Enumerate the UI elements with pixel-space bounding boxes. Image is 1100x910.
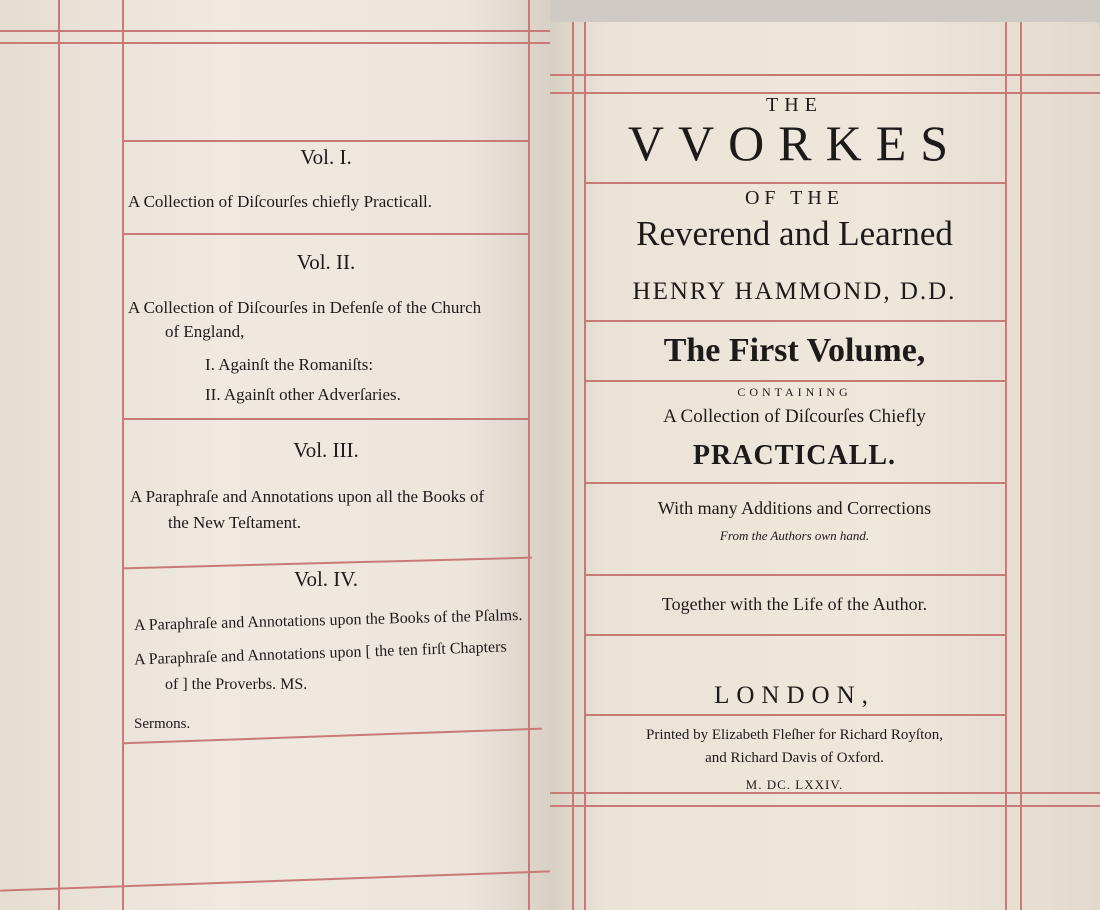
vol2-heading: Vol. II.	[296, 250, 356, 274]
rule	[584, 714, 1005, 716]
printer-line2: and Richard Davis of Oxford.	[705, 750, 884, 766]
vol3-heading: Vol. III.	[293, 438, 359, 462]
additions-line: With many Additions and Corrections	[657, 498, 932, 518]
rule	[550, 74, 1100, 76]
vol2-item2: II. Againſt other Adverſaries.	[205, 385, 401, 404]
author-name: HENRY HAMMOND, D.D.	[632, 278, 957, 305]
vol1-line: A Collection of Diſcourſes chiefly Practicall.	[128, 192, 433, 211]
the-heading: THE	[766, 94, 823, 116]
vol2-line2: of England,	[165, 322, 245, 341]
right-page	[550, 22, 1100, 910]
rule	[122, 418, 530, 420]
vol3-line2: the New Teſtament.	[168, 513, 302, 532]
rule	[0, 30, 550, 32]
rule	[584, 182, 1005, 184]
collection-line: A Collection of Diſcourſes Chiefly	[663, 406, 926, 427]
vol2-item1: I. Againſt the Romaniſts:	[205, 355, 374, 374]
rule	[584, 634, 1005, 636]
reverend-line: Reverend and Learned	[636, 214, 953, 253]
year: M. DC. LXXIV.	[745, 777, 844, 792]
rule	[584, 574, 1005, 576]
containing: CONTAINING	[737, 385, 852, 399]
rule	[122, 140, 530, 142]
rule	[122, 233, 530, 235]
vol4-line1: A Paraphraſe and Annotations upon the Books of the Pſalms.	[133, 606, 523, 635]
london: LONDON,	[714, 682, 875, 709]
volume-title: The First Volume,	[663, 332, 926, 369]
practicall: PRACTICALL.	[692, 440, 897, 471]
rule	[0, 870, 550, 891]
rule	[1020, 22, 1022, 910]
vol4-line4: Sermons.	[134, 716, 191, 732]
rule	[584, 380, 1005, 382]
vol4-heading: Vol. IV.	[294, 567, 358, 591]
printer-line1: Printed by Elizabeth Fleſher for Richard Royſton,	[645, 727, 944, 743]
from-line: From the Authors own hand.	[719, 528, 870, 543]
vol3-line1: A Paraphraſe and Annotations upon all the Books of	[130, 487, 485, 506]
together-line: Together with the Life of the Author.	[661, 594, 928, 614]
works-title: VVORKES	[627, 115, 963, 171]
vol4-line2: A Paraphraſe and Annotations upon [ the ten firſt Chapters	[133, 638, 507, 669]
rule	[0, 42, 550, 44]
of-the: OF THE	[744, 187, 845, 209]
rule	[584, 482, 1005, 484]
rule	[550, 805, 1100, 807]
vol4-line3: of ] the Proverbs. MS.	[165, 676, 308, 693]
rule	[584, 320, 1005, 322]
vol1-heading: Vol. I.	[300, 145, 352, 169]
vol2-line1: A Collection of Diſcourſes in Defenſe of the Church	[128, 298, 482, 317]
rule	[58, 0, 60, 910]
